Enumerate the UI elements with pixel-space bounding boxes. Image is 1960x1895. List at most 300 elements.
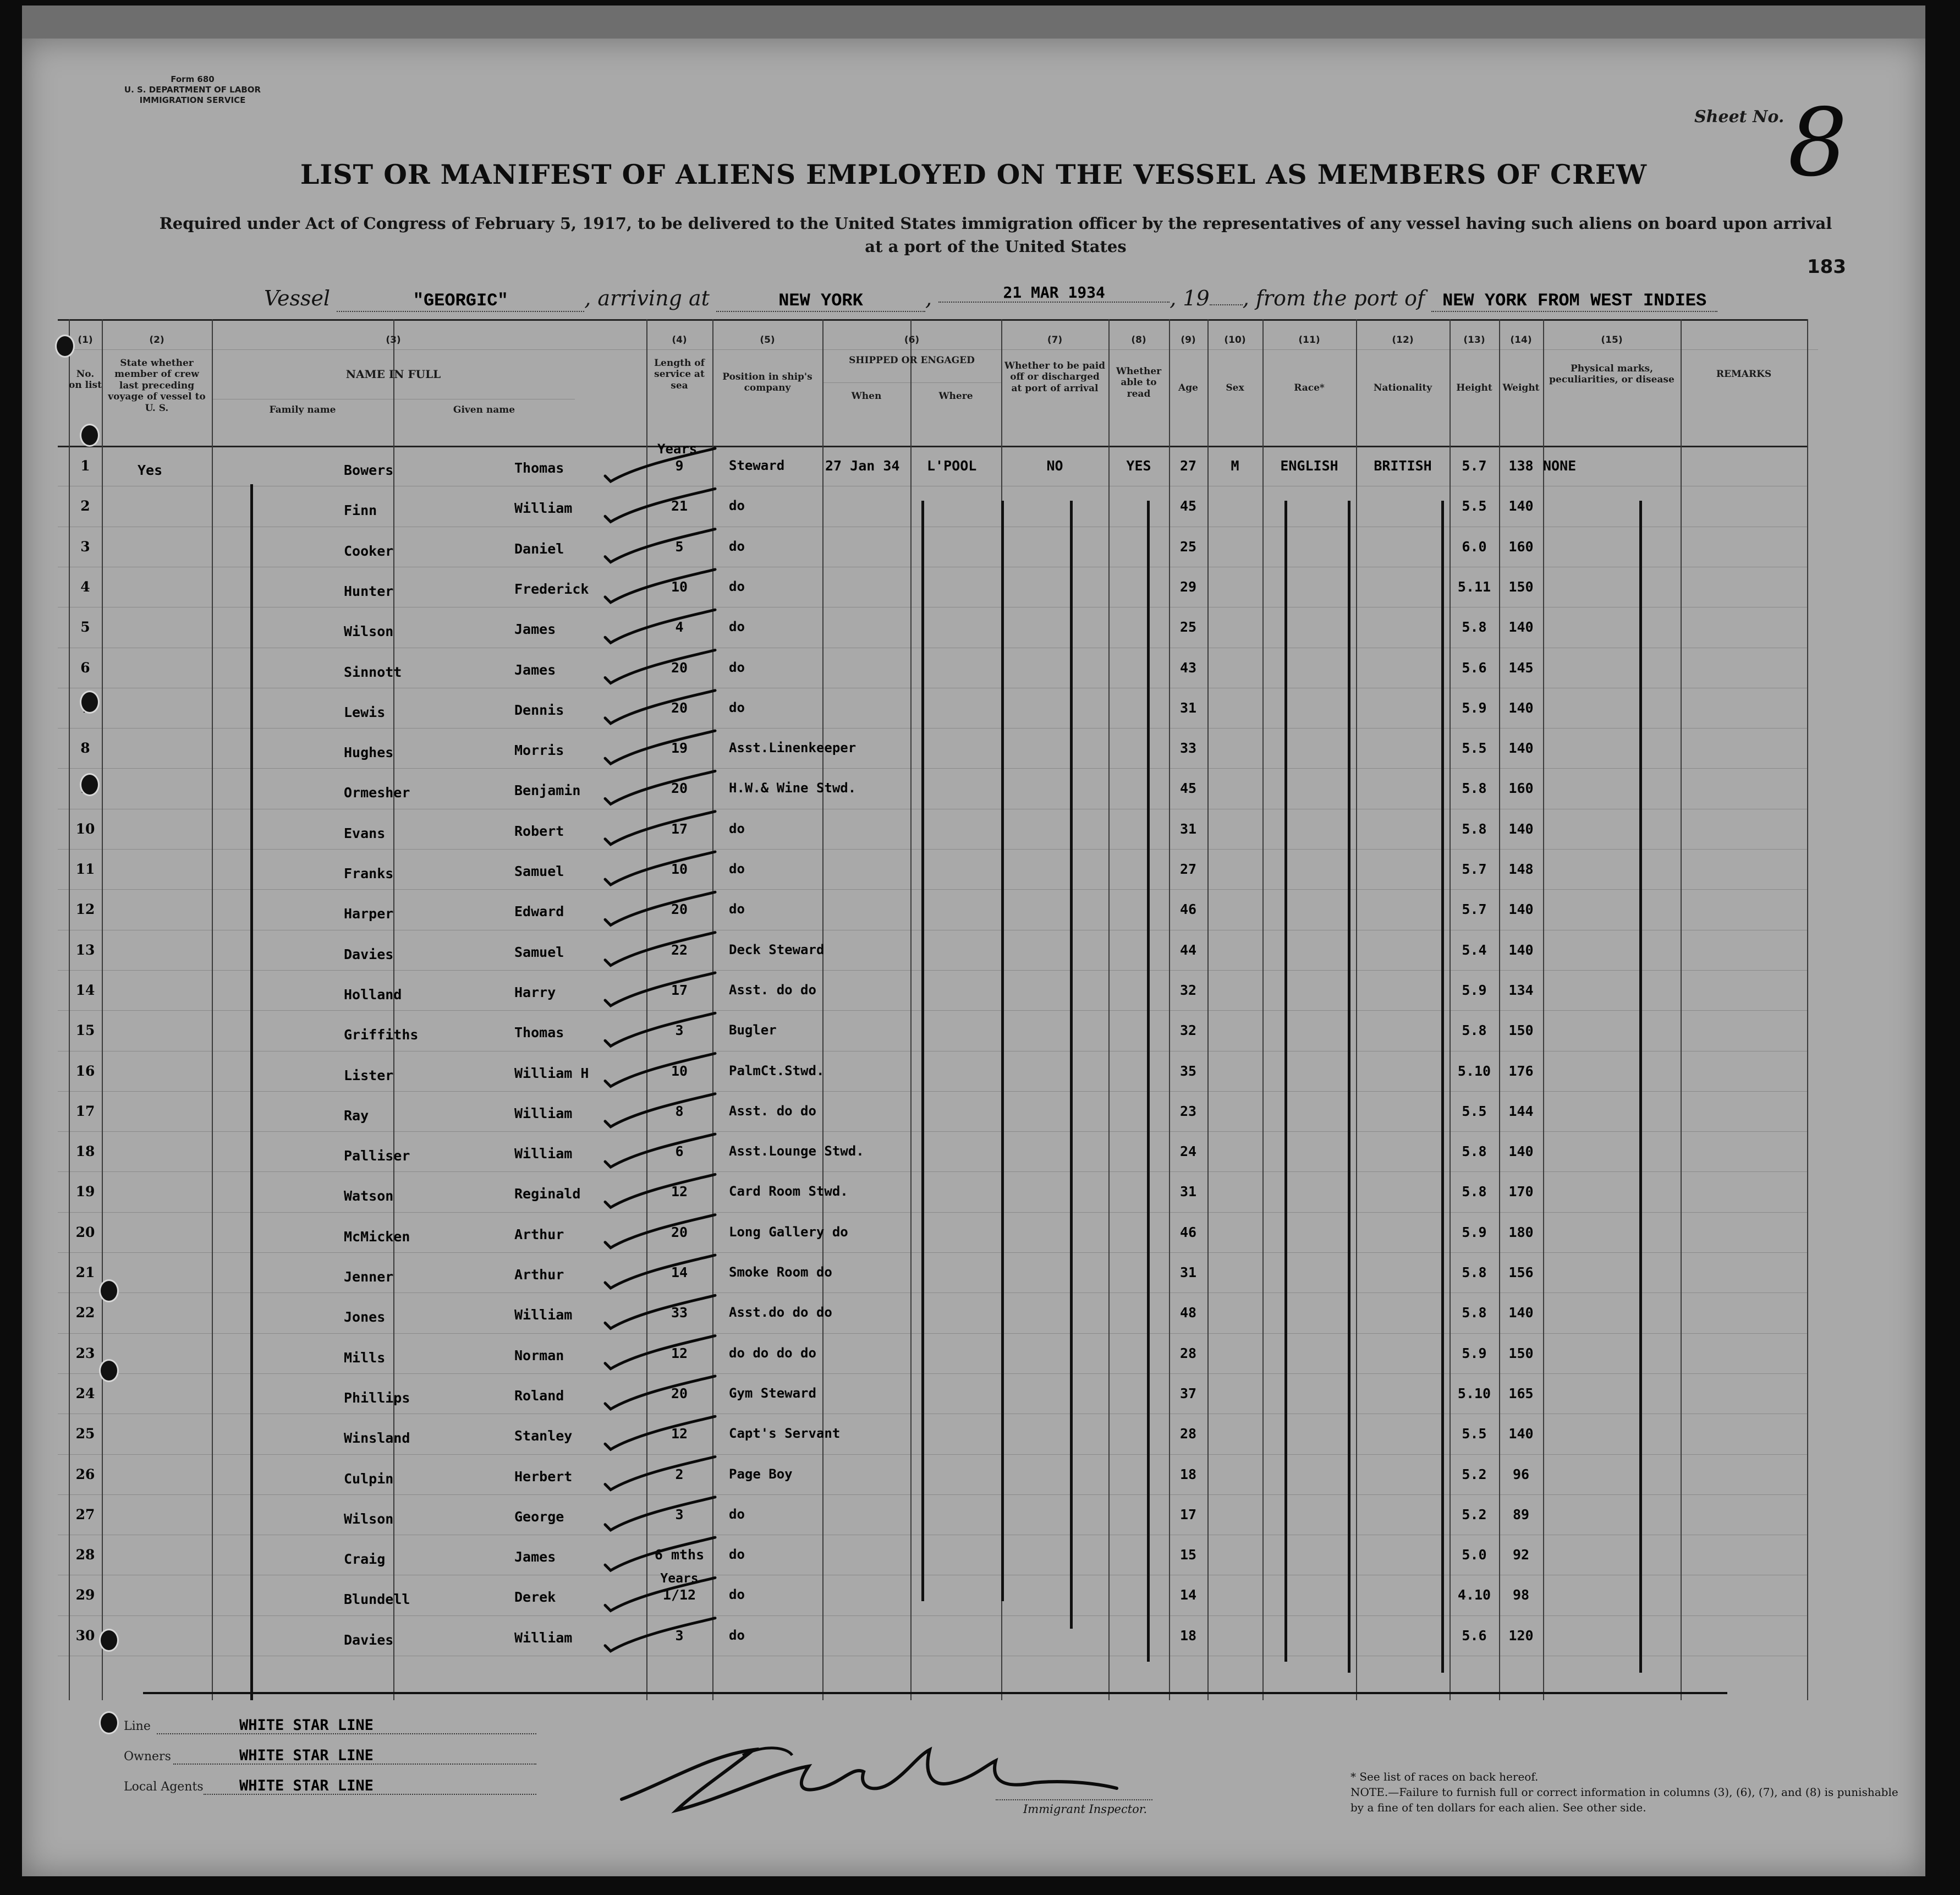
- cell-family: Bowers: [344, 462, 394, 478]
- row-number: 14: [75, 982, 95, 998]
- cell-service: 8: [675, 1103, 684, 1119]
- cell-service: 33: [671, 1305, 688, 1321]
- punch-hole: [99, 1279, 119, 1302]
- cell-weight: 148: [1508, 861, 1534, 877]
- column-line: [1169, 319, 1170, 1700]
- row-line: [58, 1292, 1807, 1293]
- cell-family: Wilson: [344, 1511, 394, 1527]
- cell-age: 27: [1179, 861, 1197, 877]
- note-races: * See list of races on back hereof.: [1350, 1770, 1539, 1783]
- cell-service: 14: [671, 1264, 688, 1280]
- cell-given: Harry: [514, 984, 556, 1000]
- col-15-number: (15): [1601, 335, 1623, 346]
- cell-age: 44: [1179, 942, 1197, 958]
- cell-family: Hughes: [344, 744, 394, 760]
- cell-family: Holland: [344, 987, 402, 1003]
- cell-weight: 170: [1508, 1184, 1534, 1200]
- vessel-line: Vessel "GEORGIC" , arriving at NEW YORK , 21 MAR 1934 , 19 , from the port of NEW YORK FROM WEST INDIES: [264, 286, 1717, 312]
- line-value: WHITE STAR LINE: [239, 1717, 374, 1734]
- cell-given: Dennis: [514, 702, 564, 718]
- header-length-service: Length of service at sea: [654, 358, 705, 391]
- vessel-label: Vessel: [264, 286, 331, 310]
- row-number: 29: [75, 1587, 95, 1603]
- header-able-read: Whether able to read: [1116, 366, 1162, 399]
- cell-family: Harper: [344, 906, 394, 922]
- agents-label: Local Agents: [124, 1780, 204, 1794]
- cell-family: Davies: [344, 1632, 394, 1648]
- cell-service: 19: [671, 740, 688, 756]
- cell-age: 17: [1179, 1507, 1197, 1522]
- col-10-number: (10): [1224, 335, 1246, 346]
- row-number: 3: [80, 539, 90, 555]
- row-number: 8: [80, 740, 90, 756]
- header-when: When: [851, 391, 882, 402]
- cell-height: 6.0: [1462, 539, 1487, 555]
- shipped-subheader-line: [822, 382, 1001, 383]
- cell-service: 10: [671, 861, 688, 877]
- cell-age: 35: [1179, 1063, 1197, 1079]
- cell-position: do: [729, 821, 745, 836]
- punch-hole: [99, 1359, 119, 1382]
- cell-given: Derek: [514, 1589, 556, 1605]
- cell-given: William: [514, 500, 573, 516]
- cell-age: 29: [1179, 579, 1197, 595]
- header-remarks: REMARKS: [1716, 369, 1772, 380]
- cell-marks: NONE: [1543, 458, 1577, 474]
- cell-when: 27 Jan 34: [825, 458, 900, 474]
- cell-weight: 98: [1512, 1587, 1530, 1603]
- column-line: [1543, 319, 1544, 1700]
- column-line: [1108, 319, 1110, 1700]
- cell-service: 20: [671, 1224, 688, 1240]
- cell-weight: 150: [1508, 579, 1534, 595]
- cell-weight: 140: [1508, 498, 1534, 514]
- cell-height: 5.6: [1462, 660, 1487, 676]
- cell-age: 45: [1179, 498, 1197, 514]
- ditto-line: [1639, 501, 1642, 1673]
- row-line: [58, 1171, 1807, 1172]
- cell-position: Capt's Servant: [729, 1426, 841, 1441]
- row-number: 24: [75, 1385, 95, 1401]
- cell-family: Culpin: [344, 1471, 394, 1487]
- cell-age: 46: [1179, 1224, 1197, 1240]
- header-position: Position in ship's company: [722, 371, 812, 394]
- cell-weight: 176: [1508, 1063, 1534, 1079]
- owners-label: Owners: [124, 1750, 171, 1763]
- cell-sex: M: [1231, 458, 1239, 474]
- row-line: [58, 889, 1807, 890]
- cell-age: 45: [1179, 780, 1197, 796]
- table-end-line: [143, 1692, 1727, 1694]
- punch-hole: [55, 335, 75, 358]
- arriving-port: NEW YORK: [716, 291, 925, 312]
- row-number: 6: [80, 660, 90, 676]
- cell-given: Stanley: [514, 1428, 573, 1444]
- crew-table: [58, 319, 1909, 1706]
- cell-given: James: [514, 621, 556, 637]
- service-note: Years: [660, 1571, 699, 1586]
- cell-weight: 89: [1512, 1507, 1530, 1522]
- row-line: [58, 1131, 1807, 1132]
- cell-family: Ray: [344, 1108, 369, 1124]
- col-11-number: (11): [1298, 335, 1320, 346]
- cell-service: 1/12: [662, 1587, 696, 1603]
- cell-family: Evans: [344, 825, 386, 841]
- cell-given: Samuel: [514, 944, 564, 960]
- cell-height: 5.9: [1462, 982, 1487, 998]
- from-label: , from the port of: [1242, 286, 1425, 310]
- ditto-line: [1070, 501, 1073, 1629]
- cell-height: 5.9: [1462, 1345, 1487, 1361]
- cell-family: Blundell: [344, 1591, 410, 1607]
- cell-given: Arthur: [514, 1267, 564, 1283]
- col-8-number: (8): [1131, 335, 1146, 346]
- cell-service: 9: [675, 458, 684, 474]
- table-top-border: [58, 319, 1807, 321]
- row-number: 11: [75, 861, 95, 877]
- header-height: Height: [1456, 382, 1492, 393]
- row-number: 18: [75, 1143, 95, 1159]
- cell-position: do: [729, 619, 745, 634]
- cell-height: 5.8: [1462, 1184, 1487, 1200]
- header-given-name: Given name: [453, 404, 515, 415]
- cell-given: Frederick: [514, 581, 589, 597]
- punch-hole: [80, 773, 100, 796]
- cell-age: 25: [1179, 619, 1197, 635]
- arriving-label: , arriving at: [584, 286, 710, 310]
- cell-given: James: [514, 662, 556, 678]
- cell-where: L'POOL: [927, 458, 977, 474]
- cell-age: 28: [1179, 1426, 1197, 1442]
- cell-position: do: [729, 1628, 745, 1643]
- cell-weight: 145: [1508, 660, 1534, 676]
- note-fine: NOTE.—Failure to furnish full or correct information in columns (3), (6), (7), and (8) is punishable by a fine of ten dollars for each alien. See other side.: [1350, 1786, 1898, 1814]
- row-line: [58, 849, 1807, 850]
- cell-given: Thomas: [514, 460, 564, 476]
- cell-family: Davies: [344, 946, 394, 962]
- form-id: [105, 74, 281, 105]
- row-number: 19: [75, 1184, 95, 1200]
- cell-weight: 140: [1508, 619, 1534, 635]
- cell-weight: 140: [1508, 740, 1534, 756]
- row-number: 25: [75, 1426, 95, 1442]
- cell-height: 5.8: [1462, 821, 1487, 837]
- cell-service: 17: [671, 982, 688, 998]
- cell-weight: 144: [1508, 1103, 1534, 1119]
- arrival-date: 21 MAR 1934: [938, 283, 1170, 303]
- cell-service: 12: [671, 1184, 688, 1200]
- column-line: [1356, 319, 1357, 1700]
- cell-height: 5.8: [1462, 1264, 1487, 1280]
- ditto-line: [1348, 501, 1350, 1673]
- cell-height: 5.5: [1462, 498, 1487, 514]
- cell-family: Griffiths: [344, 1027, 419, 1043]
- ditto-line: [1284, 501, 1287, 1662]
- cell-given: Samuel: [514, 863, 564, 879]
- column-line: [712, 319, 713, 1700]
- cell-service: 3: [675, 1628, 684, 1644]
- cell-service: 12: [671, 1345, 688, 1361]
- cell-age: 46: [1179, 901, 1197, 917]
- cell-family: Lewis: [344, 704, 386, 720]
- cell-weight: 140: [1508, 1426, 1534, 1442]
- punch-hole: [80, 691, 100, 714]
- row-line: [58, 970, 1807, 971]
- cell-height: 5.7: [1462, 861, 1487, 877]
- cell-position: Asst. do do: [729, 982, 816, 998]
- header-state-whether: State whether member of crew last preceding voyage of vessel to U. S.: [108, 358, 206, 414]
- cell-position: do: [729, 498, 745, 513]
- cell-height: 5.9: [1462, 700, 1487, 716]
- sheet-number: 8: [1788, 89, 1848, 198]
- cell-given: Robert: [514, 823, 564, 839]
- cell-weight: 156: [1508, 1264, 1534, 1280]
- punch-hole: [80, 424, 100, 447]
- row-number: 22: [75, 1305, 95, 1321]
- cell-age: 25: [1179, 539, 1197, 555]
- cell-race: ENGLISH: [1280, 458, 1338, 474]
- cell-age: 15: [1179, 1547, 1197, 1563]
- row-number: 4: [80, 579, 90, 595]
- punch-hole: [99, 1711, 119, 1734]
- row-number: 1: [80, 458, 90, 474]
- cell-age: 14: [1179, 1587, 1197, 1603]
- year-label: , 19: [1170, 286, 1210, 310]
- cell-age: 24: [1179, 1143, 1197, 1159]
- col-7-number: (7): [1047, 335, 1063, 346]
- cell-height: 5.9: [1462, 1224, 1487, 1240]
- cell-given: Norman: [514, 1348, 564, 1363]
- row-line: [58, 1212, 1807, 1213]
- cell-weight: 96: [1512, 1466, 1530, 1482]
- row-line: [58, 1373, 1807, 1374]
- cell-given: Roland: [514, 1388, 564, 1404]
- header-number-row-line: [69, 349, 1818, 350]
- cell-given: Thomas: [514, 1025, 564, 1040]
- cell-height: 5.6: [1462, 1628, 1487, 1644]
- header-family-name: Family name: [269, 404, 336, 415]
- cell-height: 5.8: [1462, 1022, 1487, 1038]
- cell-service: 20: [671, 660, 688, 676]
- header-physical-marks: Physical marks, peculiarities, or disease: [1549, 363, 1674, 386]
- cell-height: 5.10: [1457, 1063, 1491, 1079]
- cell-family: Jones: [344, 1309, 386, 1325]
- header-race: Race*: [1294, 382, 1325, 393]
- years-label: Years: [657, 441, 698, 457]
- col-5-number: (5): [760, 335, 775, 346]
- cell-given: George: [514, 1509, 564, 1525]
- row-number: 26: [75, 1466, 95, 1482]
- column-line: [1499, 319, 1500, 1700]
- cell-given: Herbert: [514, 1469, 573, 1485]
- col-9-number: (9): [1181, 335, 1196, 346]
- cell-age: 43: [1179, 660, 1197, 676]
- row-number: 16: [75, 1063, 95, 1079]
- cell-position: Asst. do do: [729, 1103, 816, 1119]
- cell-position: Smoke Room do: [729, 1264, 832, 1280]
- row-number: 10: [75, 821, 95, 837]
- cell-service: 20: [671, 1385, 688, 1401]
- header-paid-off: Whether to be paid off or discharged at port of arrival: [1004, 360, 1106, 394]
- cell-given: Edward: [514, 903, 564, 919]
- cell-weight: 160: [1508, 780, 1534, 796]
- cell-age: 31: [1179, 1264, 1197, 1280]
- cell-position: do: [729, 861, 745, 877]
- cell-height: 5.5: [1462, 740, 1487, 756]
- row-number: 20: [75, 1224, 95, 1240]
- cell-family: Ormesher: [344, 785, 410, 801]
- cell-position: do: [729, 539, 745, 554]
- last-voyage-value: Yes: [138, 462, 163, 478]
- row-line: [58, 1494, 1807, 1495]
- from-port: NEW YORK FROM WEST INDIES: [1431, 291, 1717, 312]
- sheet-number-label: Sheet No.: [1694, 107, 1785, 127]
- cell-height: 5.4: [1462, 942, 1487, 958]
- cell-weight: 180: [1508, 1224, 1534, 1240]
- row-number: 12: [75, 901, 95, 917]
- vessel-name: "GEORGIC": [337, 291, 584, 312]
- cell-position: do: [729, 700, 745, 715]
- cell-service: 22: [671, 942, 688, 958]
- cell-family: Finn: [344, 502, 377, 518]
- header-weight: Weight: [1502, 382, 1540, 393]
- cell-position: Gym Steward: [729, 1385, 816, 1401]
- cell-given: Arthur: [514, 1226, 564, 1242]
- cell-age: 37: [1179, 1385, 1197, 1401]
- cell-given: William: [514, 1307, 573, 1323]
- ditto-line: [1147, 501, 1150, 1662]
- agents-value: WHITE STAR LINE: [239, 1777, 374, 1794]
- cell-nationality: BRITISH: [1374, 458, 1432, 474]
- row-line: [58, 1333, 1807, 1334]
- column-line: [212, 319, 213, 1700]
- cell-weight: 165: [1508, 1385, 1534, 1401]
- cell-age: 28: [1179, 1345, 1197, 1361]
- cell-position: do: [729, 1547, 745, 1562]
- cell-read: YES: [1126, 458, 1151, 474]
- header-sex: Sex: [1226, 382, 1244, 393]
- cell-position: Asst.Linenkeeper: [729, 740, 857, 755]
- row-line: [58, 728, 1807, 729]
- col-4-number: (4): [672, 335, 687, 346]
- cell-family: Wilson: [344, 623, 394, 639]
- cell-paid-off: NO: [1046, 458, 1063, 474]
- cell-position: Bugler: [729, 1022, 777, 1038]
- cell-height: 5.2: [1462, 1507, 1487, 1522]
- cell-position: Long Gallery do: [729, 1224, 848, 1240]
- cell-weight: 140: [1508, 700, 1534, 716]
- row-number: 2: [80, 498, 90, 514]
- column-line: [102, 319, 103, 1700]
- cell-family: Palliser: [344, 1148, 410, 1164]
- cell-height: 5.8: [1462, 780, 1487, 796]
- cell-given: William: [514, 1146, 573, 1162]
- column-line: [393, 319, 394, 1700]
- column-line: [1681, 319, 1682, 1700]
- cell-height: 5.8: [1462, 619, 1487, 635]
- punch-hole: [99, 1629, 119, 1652]
- header-nationality: Nationality: [1373, 382, 1432, 393]
- header-age: Age: [1178, 382, 1198, 393]
- cell-family: Sinnott: [344, 664, 402, 680]
- cell-age: 31: [1179, 821, 1197, 837]
- column-line: [1207, 319, 1209, 1700]
- cell-age: 23: [1179, 1103, 1197, 1119]
- row-number: 27: [75, 1507, 95, 1522]
- cell-age: 27: [1179, 458, 1197, 474]
- cell-weight: 140: [1508, 942, 1534, 958]
- header-bottom-border: [58, 446, 1807, 447]
- ditto-line: [1441, 501, 1444, 1673]
- col-3-number: (3): [386, 335, 401, 346]
- col-14-number: (14): [1510, 335, 1532, 346]
- cell-height: 5.5: [1462, 1426, 1487, 1442]
- cell-height: 5.10: [1457, 1385, 1491, 1401]
- line-label: Line: [124, 1719, 151, 1733]
- manifest-sheet: [22, 39, 1925, 1876]
- col-6-number: (6): [904, 335, 920, 346]
- cell-family: McMicken: [344, 1229, 410, 1245]
- row-line: [58, 1615, 1807, 1616]
- page-subtitle: Required under Act of Congress of February 5, 1917, to be delivered to the United States immigration officer by the representatives of any vessel having such aliens on board upon arrival at a port of the United States: [159, 214, 1832, 256]
- cell-height: 4.10: [1457, 1587, 1491, 1603]
- cell-family: Winsland: [344, 1430, 410, 1446]
- cell-weight: 92: [1512, 1547, 1530, 1563]
- cell-given: William H: [514, 1065, 589, 1081]
- header-where: Where: [938, 391, 973, 402]
- cell-age: 32: [1179, 982, 1197, 998]
- cell-position: do: [729, 1587, 745, 1602]
- cell-service: 10: [671, 579, 688, 595]
- cell-age: 18: [1179, 1628, 1197, 1644]
- col-2-number: (2): [149, 335, 164, 346]
- col-1-number: (1): [78, 335, 93, 346]
- cell-height: 5.2: [1462, 1466, 1487, 1482]
- corner-number: 183: [1807, 256, 1846, 278]
- cell-height: 5.8: [1462, 1305, 1487, 1321]
- cell-given: William: [514, 1630, 573, 1646]
- cell-weight: 120: [1508, 1628, 1534, 1644]
- cell-service: 3: [675, 1022, 684, 1038]
- cell-position: Steward: [729, 458, 785, 473]
- cell-given: James: [514, 1549, 556, 1565]
- form-number: Form 680: [171, 74, 215, 84]
- cell-age: 32: [1179, 1022, 1197, 1038]
- cell-family: Lister: [344, 1067, 394, 1083]
- cell-family: Cooker: [344, 543, 394, 559]
- cell-weight: 134: [1508, 982, 1534, 998]
- cell-height: 5.7: [1462, 458, 1487, 474]
- form-service: IMMIGRATION SERVICE: [139, 95, 246, 105]
- row-number: 5: [80, 619, 90, 635]
- cell-family: Hunter: [344, 583, 394, 599]
- col-12-number: (12): [1392, 335, 1414, 346]
- cell-service: 21: [671, 498, 688, 514]
- cell-service: 20: [671, 780, 688, 796]
- cell-height: 5.11: [1457, 579, 1491, 595]
- ditto-line: [921, 501, 924, 1601]
- cell-height: 5.0: [1462, 1547, 1487, 1563]
- cell-position: Asst.Lounge Stwd.: [729, 1143, 864, 1159]
- cell-given: William: [514, 1105, 573, 1121]
- cell-weight: 150: [1508, 1345, 1534, 1361]
- cell-service: 17: [671, 821, 688, 837]
- cell-given: Reginald: [514, 1186, 581, 1202]
- header-name-in-full: NAME IN FULL: [345, 368, 441, 381]
- cell-weight: 140: [1508, 1143, 1534, 1159]
- row-line: [58, 1010, 1807, 1011]
- cell-position: do: [729, 901, 745, 917]
